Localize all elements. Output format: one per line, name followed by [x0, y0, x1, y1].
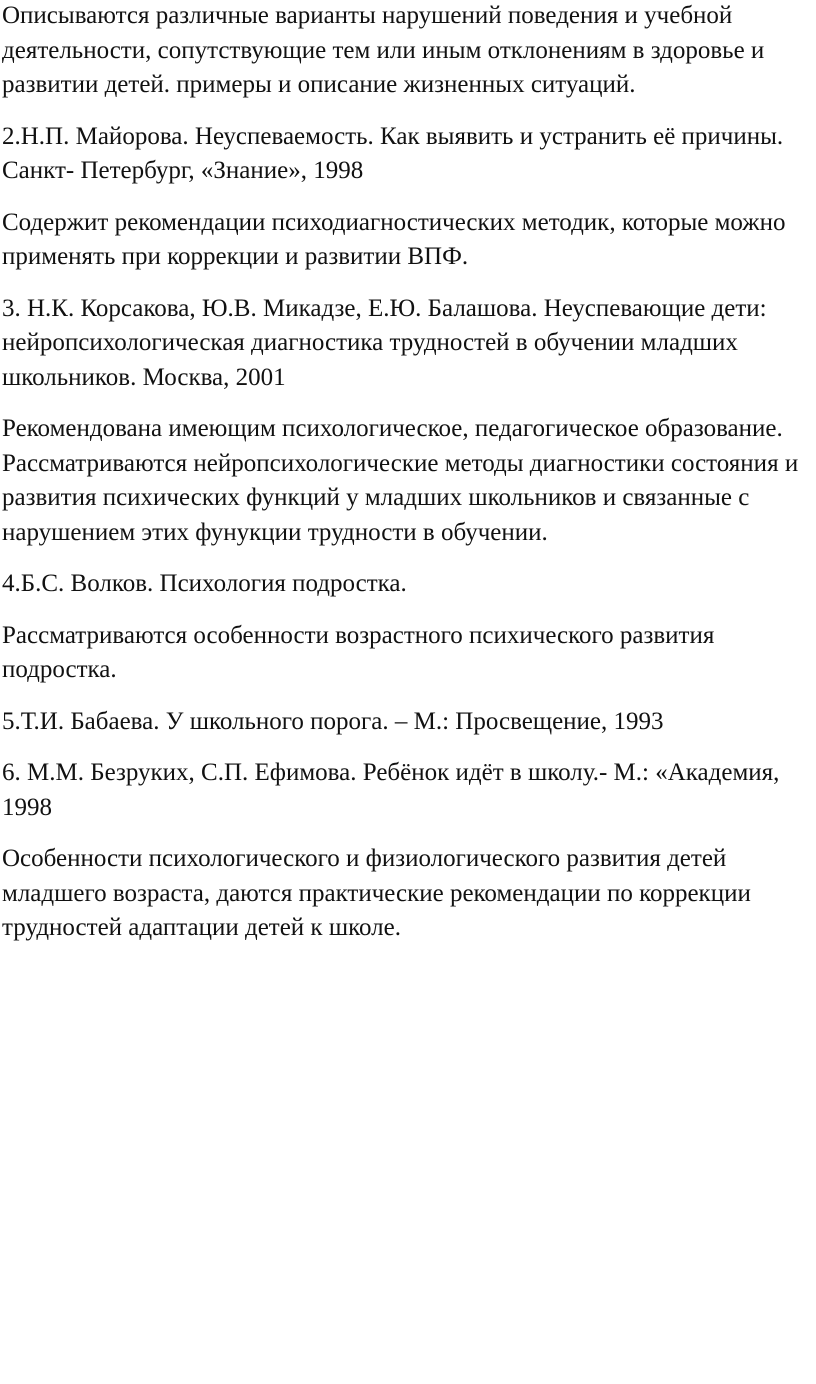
paragraph-annotation-6: Особенности психологического и физиологического развития детей младшего возраста, даются практические рекомендации по коррекции трудностей адаптации детей к школе.	[2, 845, 751, 941]
paragraph-annotation-1: Описываются различные варианты нарушений поведения и учебной деятельности, сопутствующие тем или иным отклонениям в здоровье и развитии детей. примеры и описание жизненных ситуаций.	[2, 2, 765, 98]
paragraph-annotation-2: Содержит рекомендации психодиагностических методик, которые можно применять при коррекции и развитии ВПФ.	[2, 208, 786, 270]
reference-2-mayorova: 2.Н.П. Майорова. Неуспеваемость. Как выявить и устранить её причины. Санкт- Петербург, «Знание», 1998	[2, 122, 784, 184]
reference-3-korsakova: 3. Н.К. Корсакова, Ю.В. Микадзе, Е.Ю. Балашова. Неуспевающие дети: нейропсихологическая диагностика трудностей в обучении младших школьников. Москва, 2001	[2, 294, 767, 391]
document-page	[2, 0, 814, 963]
paragraph-annotation-3: Рекомендована имеющим психологическое, педагогическое образование. Рассматриваются нейропсихологические методы диагностики состояния и развития психических функций у младших школьников и связанные с нарушением этих фунукции трудности в обучении.	[2, 415, 799, 546]
paragraph-annotation-4: Рассматриваются особенности возрастного психического развития подростка.	[2, 621, 715, 683]
reference-5-babaeva: 5.Т.И. Бабаева. У школьного порога. – М.: Просвещение, 1993	[2, 707, 664, 735]
reference-4-volkov: 4.Б.С. Волков. Психология подростка.	[2, 570, 407, 597]
reference-6-bezrukikh: 6. М.М. Безруких, С.П. Ефимова. Ребёнок идёт в школу.- М.: «Академия, 1998	[2, 759, 780, 821]
